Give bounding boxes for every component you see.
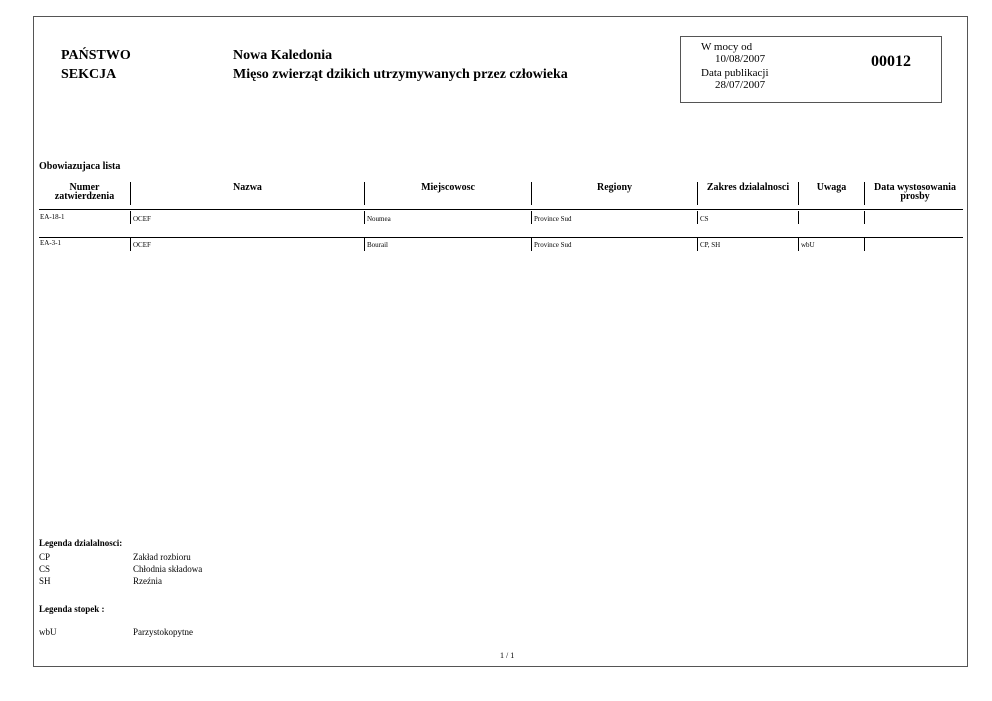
row-separator — [864, 238, 865, 251]
col-separator — [531, 182, 532, 205]
col-separator — [364, 182, 365, 205]
col-separator — [697, 182, 698, 205]
in-force-date: 10/08/2007 — [715, 53, 766, 65]
col-separator — [130, 182, 131, 205]
in-force-label: W mocy od — [701, 41, 753, 53]
header-rule — [39, 209, 963, 210]
cell-name: OCEF — [133, 241, 151, 249]
country-name: Nowa Kaledonia — [233, 48, 333, 63]
cell-activities: CS — [700, 215, 709, 223]
row-rule — [39, 237, 963, 238]
validity-box — [680, 36, 942, 103]
legend-code: CS — [39, 564, 51, 574]
row-separator — [531, 238, 532, 251]
cell-remark: wbU — [801, 241, 815, 249]
row-separator — [364, 211, 365, 224]
document-number: 00012 — [871, 53, 911, 70]
legend-code: SH — [39, 576, 51, 586]
cell-name: OCEF — [133, 215, 151, 223]
header-country-label: PAŃSTWO — [61, 48, 131, 63]
row-separator — [364, 238, 365, 251]
published-date: 28/07/2007 — [715, 79, 766, 91]
cell-locality: Bourail — [367, 241, 388, 249]
legend-desc: Rzeźnia — [133, 576, 162, 586]
row-separator — [798, 238, 799, 251]
col-header-locality: Miejscowosc — [421, 182, 475, 193]
legend-code: wbU — [39, 627, 57, 637]
cell-region: Province Sud — [534, 215, 572, 223]
legend-footnotes-title: Legenda stopek : — [39, 604, 105, 614]
legend-code: CP — [39, 552, 51, 562]
cell-approval-number: EA-3-1 — [40, 239, 61, 247]
col-separator — [864, 182, 865, 205]
cell-activities: CP, SH — [700, 241, 721, 249]
legend-activities-title: Legenda dzialalnosci: — [39, 538, 123, 548]
published-label: Data publikacji — [701, 67, 769, 79]
row-separator — [130, 211, 131, 224]
row-separator — [531, 211, 532, 224]
row-separator — [697, 211, 698, 224]
legend-desc: Zakład rozbioru — [133, 552, 191, 562]
col-header-name: Nazwa — [233, 182, 262, 193]
legend-desc: Chłodnia składowa — [133, 564, 203, 574]
legend-desc: Parzystokopytne — [133, 627, 193, 637]
cell-locality: Noumea — [367, 215, 391, 223]
list-title: Obowiazujaca lista — [39, 161, 121, 172]
header-section-label: SEKCJA — [61, 67, 117, 82]
col-header-approval-number: Numer zatwierdzenia — [54, 182, 115, 202]
cell-approval-number: EA-18-1 — [40, 213, 65, 221]
row-separator — [697, 238, 698, 251]
col-separator — [798, 182, 799, 205]
col-header-regions: Regiony — [597, 182, 632, 193]
row-separator — [798, 211, 799, 224]
col-header-request-date: Data wystosowania prosby — [874, 182, 956, 202]
section-name: Mięso zwierząt dzikich utrzymywanych przez człowieka — [233, 67, 568, 82]
row-separator — [864, 211, 865, 224]
row-separator — [130, 238, 131, 251]
document-page — [33, 16, 968, 667]
col-header-remark: Uwaga — [816, 182, 847, 193]
cell-region: Province Sud — [534, 241, 572, 249]
col-header-activities: Zakres dzialalnosci — [706, 182, 790, 193]
page-number: 1 / 1 — [500, 651, 515, 660]
